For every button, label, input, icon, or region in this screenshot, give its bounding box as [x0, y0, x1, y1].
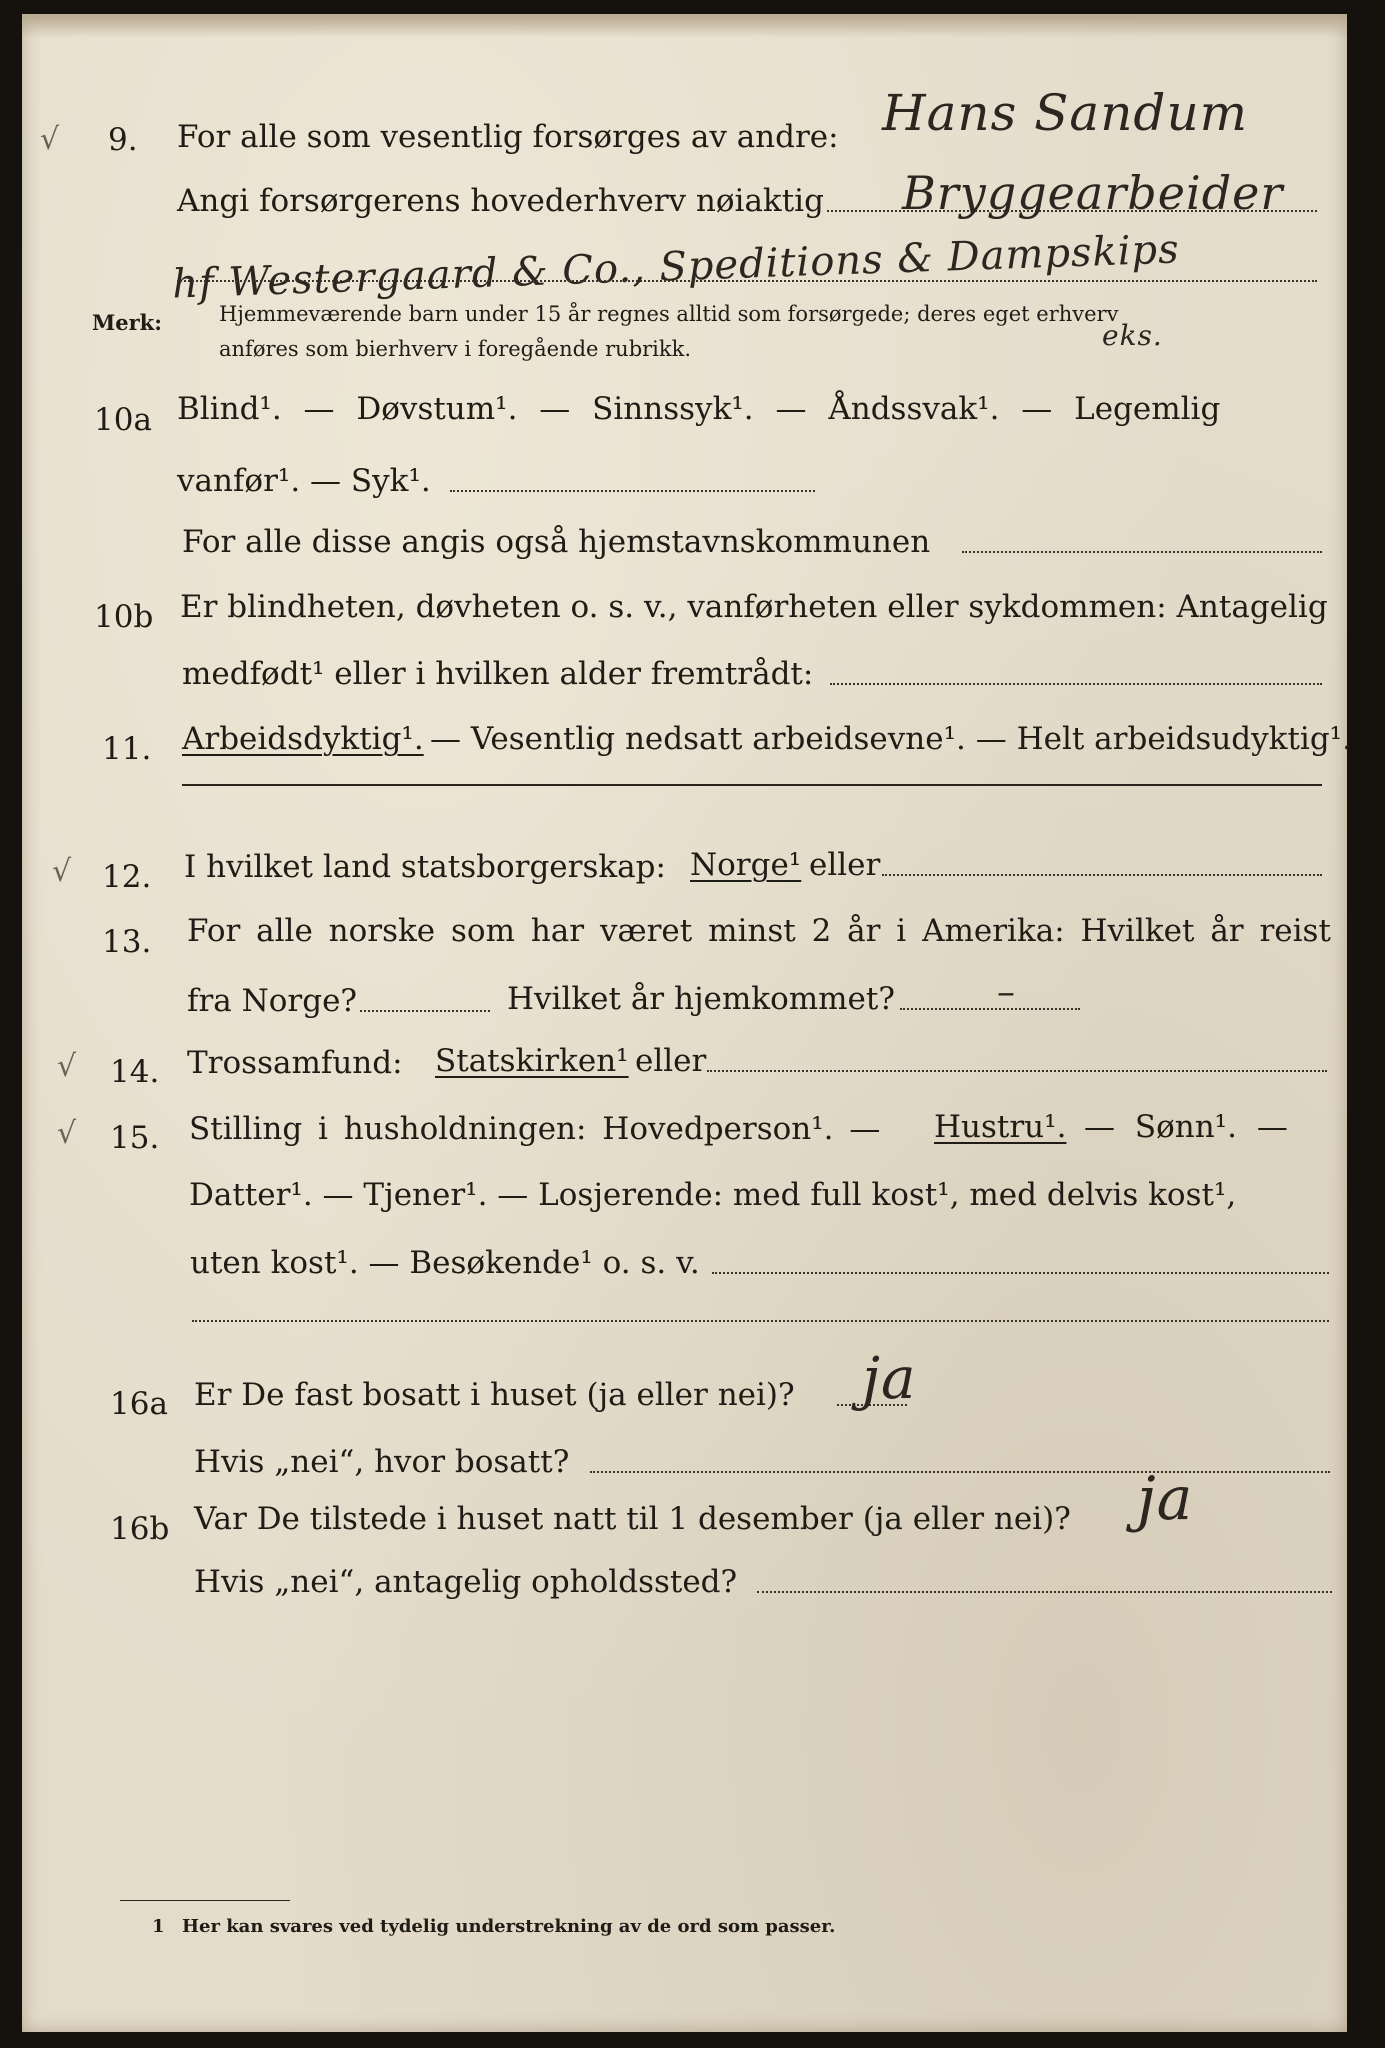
q14-option-statskirken: Statskirken¹	[435, 1043, 629, 1079]
q10a-line2: vanfør¹. — Syk¹.	[177, 463, 431, 499]
q10a-line3: For alle disse angis også hjemstavnskommunen	[182, 524, 931, 560]
q9-answer-line-2	[177, 280, 1317, 282]
q15-option-hustru: Hustru¹.	[934, 1109, 1067, 1145]
q10a-line1: Blind¹. — Døvstum¹. — Sinnssyk¹. — Åndssvak¹. — Legemlig	[177, 391, 1221, 427]
footnote-marker: 1	[152, 1916, 165, 1937]
q14-prompt: Trossamfund:	[187, 1045, 403, 1081]
q16a-number: 16a	[110, 1386, 168, 1422]
q16b-whereabouts-line	[757, 1591, 1332, 1593]
merk-handwritten-note: eks.	[1102, 319, 1163, 352]
q10a-hometown-line	[962, 551, 1322, 553]
q11-option-arbeidsdyktig: Arbeidsdyktig¹.	[182, 721, 424, 757]
q9-handwritten-employer: hf Westergaard & Co., Speditions & Dampskips	[171, 226, 1181, 308]
q14-number: 14.	[110, 1054, 160, 1090]
footnote-separator	[120, 1900, 290, 1901]
merk-line1: Hjemmeværende barn under 15 år regnes alltid som forsørgede; deres eget erhverv	[219, 302, 1119, 326]
q16b-number: 16b	[110, 1511, 170, 1547]
q12-option-norge: Norge¹	[690, 847, 802, 883]
merk-label: Merk:	[92, 310, 162, 335]
q13-year-left-line	[360, 1010, 490, 1012]
footnote-text: Her kan svares ved tydelig understrekning av de ord som passer.	[182, 1916, 836, 1937]
q11-answer-line	[182, 784, 1322, 786]
q16a-line2: Hvis „nei“, hvor bosatt?	[194, 1444, 570, 1480]
q16b-line2: Hvis „nei“, antagelig opholdssted?	[194, 1564, 738, 1600]
q15-line1c: — Sønn¹. —	[1084, 1109, 1288, 1145]
q9-handwritten-name: Hans Sandum	[882, 84, 1249, 142]
q13-handwritten-dash: –	[997, 972, 1016, 1013]
q16a-handwritten-answer: ja	[862, 1344, 917, 1412]
q12-answer-line	[882, 874, 1322, 876]
q13-line1: For alle norske som har været minst 2 år i Amerika: Hvilket år reist	[187, 913, 1331, 949]
q16a-line1: Er De fast bosatt i huset (ja eller nei)?	[194, 1377, 795, 1413]
q16a-residence-line	[590, 1471, 1330, 1473]
q10b-answer-line	[830, 683, 1322, 685]
q10b-line1: Er blindheten, døvheten o. s. v., vanførheten eller sykdommen: Antagelig	[180, 589, 1328, 625]
q12-eller: eller	[809, 847, 881, 883]
q15-number: 15.	[110, 1120, 160, 1156]
q15-line2: Datter¹. — Tjener¹. — Losjerende: med full kost¹, med delvis kost¹,	[189, 1177, 1237, 1213]
q16b-line1: Var De tilstede i huset natt til 1 desember (ja eller nei)?	[194, 1501, 1071, 1537]
q10a-answer-line	[450, 490, 815, 492]
q14-answer-line	[707, 1070, 1327, 1072]
q13-line2b: Hvilket år hjemkommet?	[507, 981, 895, 1017]
q10b-line2: medfødt¹ eller i hvilken alder fremtrådt:	[182, 656, 814, 692]
q11-number: 11.	[102, 731, 152, 767]
q15-line3: uten kost¹. — Besøkende¹ o. s. v.	[190, 1245, 700, 1281]
q16b-handwritten-answer: ja	[1137, 1464, 1194, 1534]
q9-line1: For alle som vesentlig forsørges av andre:	[177, 119, 839, 155]
check-mark: √	[57, 1049, 77, 1084]
q15-line1a: Stilling i husholdningen: Hovedperson¹. —	[189, 1111, 881, 1147]
q9-line2: Angi forsørgerens hovederhverv nøiaktig	[177, 183, 824, 219]
q9-handwritten-occupation: Bryggearbeider	[902, 166, 1284, 220]
q11-rest: — Vesentlig nedsatt arbeidsevne¹. — Helt arbeidsudyktig¹.	[430, 721, 1352, 757]
q15-answer-line	[712, 1272, 1329, 1274]
q13-year-returned-line	[900, 1008, 1080, 1010]
q13-line2a: fra Norge?	[187, 983, 358, 1019]
q15-answer-line-2	[192, 1320, 1329, 1322]
q12-number: 12.	[102, 859, 152, 895]
q14-eller: eller	[635, 1043, 707, 1079]
census-form-page	[22, 14, 1352, 2032]
check-mark: √	[52, 854, 72, 889]
q10a-number: 10a	[94, 402, 152, 438]
q10b-number: 10b	[94, 599, 154, 635]
q12-prompt: I hvilket land statsborgerskap:	[184, 849, 666, 885]
check-mark: √	[57, 1116, 77, 1151]
q9-number: 9.	[108, 122, 138, 158]
merk-line2: anføres som bierhverv i foregående rubrikk.	[219, 337, 692, 361]
check-mark: √	[40, 122, 60, 157]
q13-number: 13.	[102, 924, 152, 960]
